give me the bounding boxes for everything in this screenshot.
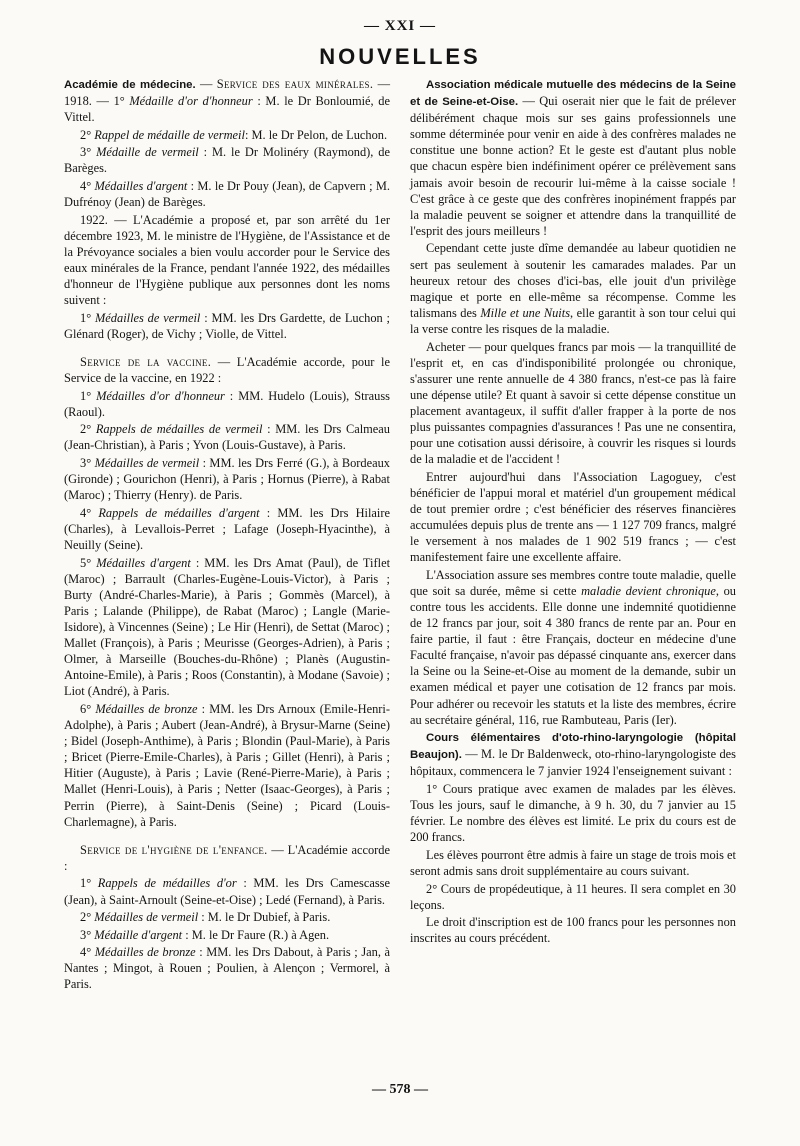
hygiene-heading: Service de l'hygiène de l'enfance. [80, 842, 268, 857]
list-item: 1° Médailles d'or d'honneur : MM. Hudelo (Louis), Strauss (Raoul). [64, 388, 390, 419]
list-item: 3° Médailles de vermeil : MM. les Drs Ferré (G.), à Bordeaux (Gironde) ; Gourichon (Henri), à Paris ; Hornus (Pierre), à Rabat (Maroc) ; Thierry (Henry). de Paris. [64, 456, 390, 503]
footer-page-number: — 578 — [372, 1082, 428, 1097]
association-paragraph: Association médicale mutuelle des médecins de la Seine et de Seine-et-Oise. — Qui oserait nier que le fait de prélever délibérément chaque mois sur ses gains professionnels une somme déterminée pour venir en aide à des confrères malades ne constitue une bonne action? Et le geste est d'autant plus noble que chacun espère bien indéfiniment opérer ce prélèvement sans jamais avoir besoin de recourir lui-même à la caisse sociale ! C'est grâce à ce geste que des confrères inopinément frappés par la maladie peuvent se soigner et attendre dans la tranquillité de l'esprit des jours meilleurs ! [410, 79, 736, 238]
list-item: 3° Médaille d'argent : M. le Dr Faure (R.) à Agen. [80, 927, 330, 942]
list-item: 1° Cours pratique avec examen de malades par les élèves. Tous les jours, sauf le dimanche, à 9 h. 30, du 7 janvier au 15 février. Le nombre des élèves est limité. Le prix du cours est de 200 francs. [410, 782, 736, 845]
paragraph: 1922. — L'Académie a proposé et, par son arrêté du 1er décembre 1923, M. le ministre de l'Hygiène, de l'Assistance et de la Prévoyance sociales a bien voulu accorder pour le Service des eaux minérales de la France, pendant l'année 1922, des médailles d'honneur de l'Hygiène publique aux personnes dont les noms suivent : [64, 212, 390, 308]
header-page-roman: — XXI — [363, 18, 436, 34]
cours-paragraph: Cours élémentaires d'oto-rhino-laryngologie (hôpital Beaujon). — M. le Dr Baldenweck, oto-rhino-laryngologiste des hôpitaux, commencera le 7 janvier 1924 l'enseignement suivant : [410, 732, 736, 779]
list-item: 4° Rappels de médailles d'argent : MM. les Drs Hilaire (Charles), à Levallois-Perret ; Lafage (Joseph-Hyacinthe), à Neuilly (Seine). [64, 505, 391, 553]
cours-heading: Cours élémentaires d'oto-rhino-laryngologie (hôpital Beaujon). [410, 732, 736, 762]
list-item: 2° Rappels de médailles de vermeil : MM. les Drs Calmeau (Jean-Christian), à Paris ; Yvon (Louis-Gustave), à Paris. [64, 422, 391, 453]
list-item: 4° Médailles de bronze : MM. les Drs Dabout, à Paris ; Jan, à Nantes ; Mingot, à Rouen ; Poulien, à Alençon ; Vermorel, à Paris. [64, 945, 390, 992]
paragraph: L'Association assure ses membres contre toute maladie, quelle que soit sa durée, même si cette maladie devient chronique, ou contre tous les accidents. Elle donne une indemnité quotidienne de 12 francs par jour, soit 4 380 francs de rente par an. Pour en faire partie, il faut : être Français, docteur en médecine d'une Faculté française, n'avoir pas dépassé cinquante ans, exercer dans la Seine ou la Seine-et-Oise au moment de la demande, subir un examen médical et payer une cotisation de 12 francs par mois. Pour adhérer ou recevoir les statuts et la liste des membres, écrire au secrétaire général, 116, rue Rambuteau, Paris (Ier). [410, 567, 736, 727]
list-item: 4° Médailles d'argent : M. le Dr Pouy (Jean), de Capvern ; M. Dufrénoy (Jean) de Barèges. [64, 179, 390, 210]
service-eaux-heading: Service des eaux minérales. [216, 77, 374, 91]
vaccine-paragraph: Service de la vaccine. — L'Académie accorde, pour le Service de la vaccine, en 1922 : [64, 355, 390, 386]
paragraph: Les élèves pourront être admis à faire un stage de trois mois et seront admis sans droit supplémentaire au cours suivant. [410, 847, 736, 878]
association-heading: Association médicale mutuelle des médecins de la Seine et de Seine-et-Oise. [410, 79, 736, 109]
paragraph: Le droit d'inscription est de 100 francs pour les personnes non inscrites au cours précédent. [410, 915, 736, 946]
left-column [64, 76, 390, 994]
academie-paragraph: Académie de médecine. — Service des eaux minérales. — 1918. — 1° Médaille d'or d'honneur : M. le Dr Bonloumié, de Vittel. [64, 77, 390, 125]
paragraph: Entrer aujourd'hui dans l'Association Lagoguey, c'est bénéficier de l'appui moral et matériel d'un groupement médical de tout premier ordre ; c'est bénéficier des réserves financières accumulées depuis plus de trente ans — 1 127 709 francs, malgré le versement à nos malades de 1 902 519 francs ; — c'est manifestement faire une excellente affaire. [410, 469, 736, 565]
list-item: 1° Rappels de médailles d'or : MM. les Drs Camescasse (Jean), à Saint-Arnoult (Seine-et-Oise) ; Ledé (Fernand), à Paris. [64, 876, 390, 907]
page-title: NOUVELLES [319, 44, 481, 69]
list-item: 2° Rappel de médaille de vermeil: M. le Dr Pelon, de Luchon. [80, 127, 388, 142]
list-item: 2° Cours de propédeutique, à 11 heures. Il sera complet en 30 leçons. [410, 881, 736, 912]
list-item: 6° Médailles de bronze : MM. les Drs Arnoux (Emile-Henri-Adolphe), à Paris ; Aubert (Jean-André), à Brysur-Marne (Seine) ; Bidel (Joseph-Anthime), à Paris ; Blondin (Paul-Marie), à Paris ; Bricet (Pierre-Emile-Charles), à Paris ; Gillet (Henri), à Paris ; Hitier (Auguste), à Paris ; Lavie (René-Pierre-Marie), à Paris ; Mallet (Henri-Louis), à Paris ; Netter (Isaac-Georges), à Paris ; Perrin (Pierre), à Saint-Denis (Seine) ; Picard (Louis-Charlemagne), à Paris. [64, 701, 390, 829]
hygiene-paragraph: Service de l'hygiène de l'enfance. — L'Académie accorde : [64, 842, 390, 873]
academie-heading: Académie de médecine. [64, 79, 196, 91]
right-column [410, 76, 736, 948]
list-item: 2° Médailles de vermeil : M. le Dr Dubief, à Paris. [80, 910, 331, 925]
vaccine-heading: Service de la vaccine. [80, 355, 212, 369]
list-item: 1° Médailles de vermeil : MM. les Drs Gardette, de Luchon ; Glénard (Roger), de Vichy ; Violle, de Vittel. [64, 310, 390, 341]
paragraph: Cependant cette juste dîme demandée au labeur quotidien ne sert pas seulement à soutenir les camarades malades. Par un heureux retour des choses d'ici-bas, elle jouit d'un privilège magique et porte en elle-même sa récompense. Comme les talismans des Mille et une Nuits, elle garantit à son tour celui qui la verse contre les risques de la maladie. [410, 241, 736, 336]
list-item: 5° Médailles d'argent : MM. les Drs Amat (Paul), de Tiflet (Maroc) ; Barrault (Charles-Eugène-Louis-Victor), à Paris ; Burty (André-Charles-Marie), à Paris ; Gommès (Marcel), à Paris ; Lalande (Philippe), de Rabat (Maroc) ; Langle (Marie-Isidore), à Vincennes (Seine) ; Le Hir (Henri), de Settat (Maroc) ; Mallet (François), à Paris ; Meurisse (Georges-Adrien), à Paris ; Olmer, à Marseille (Bouches-du-Rhône) ; Planès (Augustin-Antoine-Emile), à Paris ; Roos (Constantin), à Modane (Savoie) ; Liot (André), à Paris. [64, 555, 391, 699]
list-item: 3° Médaille de vermeil : M. le Dr Molinéry (Raymond), de Barèges. [64, 145, 390, 176]
paragraph: Acheter — pour quelques francs par mois — la tranquillité de l'esprit et, en cas d'indisponibilité prolongée ou chronique, s'assurer une rente annuelle de 4 380 francs, n'est-ce pas là faire une dépense utile? Et quant à savoir si cette dépense constitue un placement avantageux, il suffit d'aller frapper à la porte de nos plus puissantes compagnies d'assurances ! Pas une ne consentira, pour une cotisation aussi dérisoire, à couvrir les risques si lourds de la maladie et de l'accident ! [410, 339, 736, 467]
